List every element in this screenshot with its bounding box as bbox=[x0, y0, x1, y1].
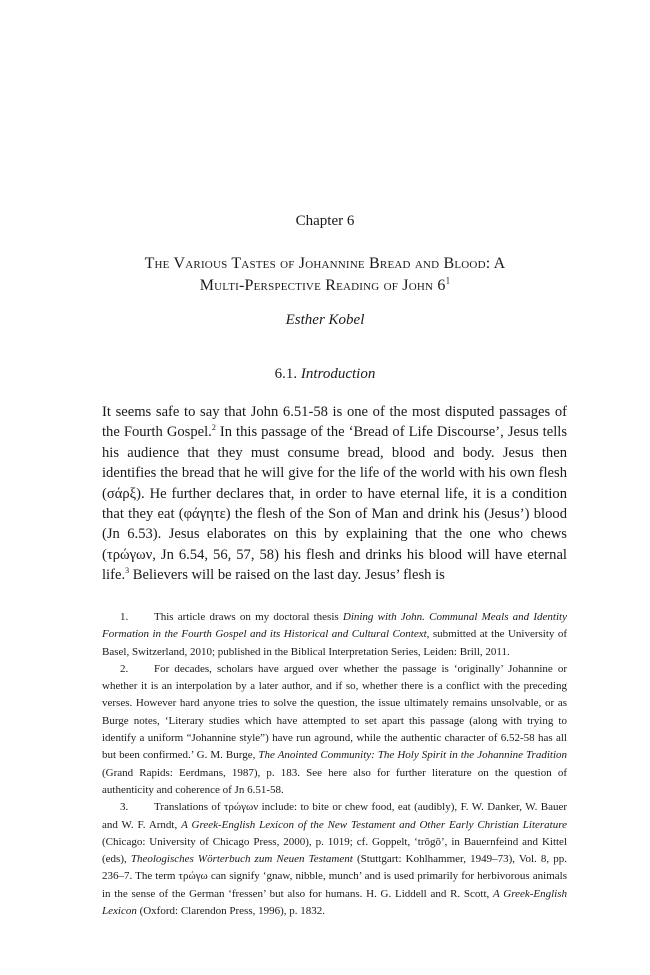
footnote-ref-2[interactable]: 2 bbox=[211, 423, 216, 433]
footnote-text: , submitted at the University of Basel, Switzerland, 2010; published in the Biblical Interpretation Series, Leiden: Brill, 2011. bbox=[102, 628, 567, 658]
footnote-text: (Grand Rapids: Eerdmans, 1987), p. 183. See here also for further literature on the question of authenticity and coherence of Jn 6.51-58. bbox=[102, 766, 567, 796]
section-title: Introduction bbox=[300, 366, 376, 382]
footnote-1 bbox=[102, 609, 567, 661]
footnote-text: Translations of τρώγων include: to bite or chew food, eat (audibly), F. W. Danker, W. Bauer and W. F. Arndt, bbox=[102, 801, 567, 831]
chapter-label: Chapter 6 bbox=[295, 213, 355, 229]
body-sentence-2: In this passage of the ‘Bread of Life Discourse’, Jesus tells his audience that they must consume bread, blood and body. Jesus then identifies the bread that he will give for the life of the world with his own flesh (σάρξ). He further declares that, in order to have eternal life, it is a condition that they eat (φάγητε) the flesh of the Son of Man and drink his (Jesus’) blood (Jn 6.53). Jesus elaborates on this by explaining that the one who chews (τρώγων, Jn 6.54, 56, 57, 58) his flesh and drinks his blood will have eternal life. bbox=[102, 424, 568, 584]
author-name: Esther Kobel bbox=[285, 312, 365, 328]
title-line-1: The Various Tastes of Johannine Bread and Blood: A bbox=[144, 255, 506, 272]
footnote-number: 2. bbox=[120, 662, 129, 675]
body-sentence-1: It seems safe to say that John 6.51-58 is one of the most disputed passages of the Fourth Gospel. bbox=[102, 404, 567, 441]
footnote-text: (Oxford: Clarendon Press, 1996), p. 1832. bbox=[136, 905, 326, 918]
footnote-title: A Greek-English Lexicon of the New Testament and Other Early Christian Literature bbox=[181, 818, 567, 831]
footnote-3 bbox=[102, 799, 567, 920]
title-line-2: Multi-Perspective Reading of John 6 bbox=[199, 277, 446, 294]
footnote-ref-3[interactable]: 3 bbox=[125, 566, 130, 576]
footnote-number: 1. bbox=[120, 611, 129, 623]
title-footnote-ref[interactable]: 1 bbox=[445, 275, 451, 286]
section-heading bbox=[0, 366, 650, 383]
section-number: 6.1. bbox=[274, 366, 298, 382]
footnote-text: (Stuttgart: Kohlhammer, 1949–73), Vol. 8, pp. 236–7. The term τρώγω can signify ‘gnaw, nibble, munch’ and is used primarily for herbivorous animals in the sense of the German ‘fressen’ but also for humans. H. G. Liddell and R. Scott, bbox=[102, 853, 567, 900]
footnote-text: For decades, scholars have argued over whether the passage is ‘originally’ Johannine or whether it is an interpolation by a later author, and if so, whether there is a conflict with the preceding verses. However hard anyone tries to solve the question, the issue ultimately remains unsolvable, or as Burge notes, ‘Literary studies which have attempted to set apart this passage (along with trying to identify a uniform “Johannine style”) have run aground, while the authentic character of 6.52-58 has all but been confirmed.’ G. M. Burge, bbox=[102, 662, 567, 762]
body-sentence-3: Believers will be raised on the last day. Jesus’ flesh is bbox=[129, 567, 445, 584]
footnote-title: A Greek-English Lexicon bbox=[102, 887, 567, 918]
footnote-title: Dining with John. Communal Meals and Identity Formation in the Fourth Gospel and its Historical and Cultural Context bbox=[102, 611, 567, 641]
body-paragraph bbox=[102, 402, 567, 586]
footnote-number: 3. bbox=[120, 801, 129, 814]
footnotes bbox=[102, 609, 567, 920]
footnote-2 bbox=[102, 661, 567, 799]
footnote-title: The Anointed Community: The Holy Spirit in the Johannine Tradition bbox=[258, 749, 568, 762]
chapter-title bbox=[80, 253, 570, 297]
footnote-text: (Chicago: University of Chicago Press, 2000), p. 1019; cf. Goppelt, ‘trōgō’, in Bauernfeind and Kittel (eds), bbox=[102, 835, 567, 866]
footnote-title: Theologisches Wörterbuch zum Neuen Testament bbox=[130, 853, 353, 866]
footnote-text: This article draws on my doctoral thesis bbox=[154, 611, 343, 623]
